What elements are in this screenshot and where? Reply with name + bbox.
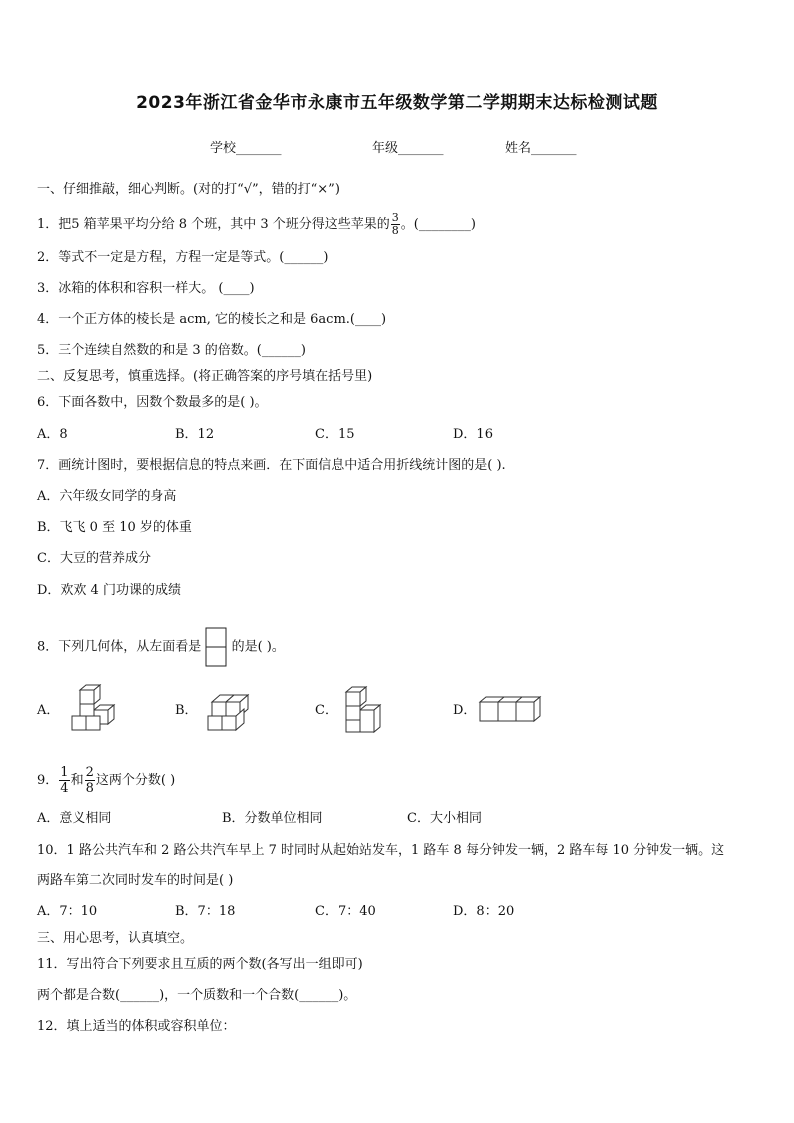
section-3-heading: 三、用心思考，认真填空。 [37, 931, 194, 946]
section-2-heading: 二、反复思考，慎重选择。(将正确答案的序号填在括号里) [37, 369, 373, 384]
q7-option-c: C．大豆的营养成分 [37, 551, 151, 566]
q8-option-c: C． [315, 703, 338, 718]
question-2: 2．等式不一定是方程，方程一定是等式。(______) [37, 250, 329, 265]
q8-figure-a [66, 684, 124, 738]
q6-option-c: C．15 [315, 427, 355, 442]
fraction-denominator: 4 [60, 781, 69, 796]
fraction-denominator: 8 [85, 781, 94, 796]
question-9 [37, 765, 175, 797]
fraction-1-4 [59, 765, 69, 796]
page-title: 2023年浙江省金华市永康市五年级数学第二学期期末达标检测试题 [136, 93, 658, 113]
fraction-numerator: 3 [391, 211, 399, 224]
question-12: 12．填上适当的体积或容积单位： [37, 1019, 236, 1034]
q6-option-a: A．8 [37, 427, 68, 442]
question-9-and: 和 [70, 773, 84, 788]
section-1-heading: 一、仔细推敲，细心判断。(对的打“√”，错的打“×”) [37, 182, 340, 197]
q8-figure-c [342, 684, 394, 738]
question-4: 4．一个正方体的棱长是 acm, 它的棱长之和是 6acm.(____) [37, 312, 387, 327]
q9-option-a: A．意义相同 [37, 811, 112, 826]
q8-option-a: A． [37, 703, 60, 718]
question-5: 5．三个连续自然数的和是 3 的倍数。(______) [37, 343, 306, 358]
question-7: 7．画统计图时，要根据信息的特点来画．在下面信息中适合用折线统计图的是( ). [37, 458, 506, 473]
q10-option-a: A．7：10 [37, 904, 98, 919]
q8-option-b: B． [175, 703, 198, 718]
q8-figure-b [204, 690, 256, 734]
q10-option-d: D．8：20 [453, 904, 515, 919]
grade-field: 年级_______ [372, 141, 444, 156]
question-1-text: 1．把5 箱苹果平均分给 8 个班，其中 3 个班分得这些苹果的 [37, 217, 390, 232]
q9-option-b: B．分数单位相同 [222, 811, 323, 826]
q8-option-d: D． [453, 703, 477, 718]
question-8-text: 8．下列几何体，从左面看是 [37, 639, 202, 655]
q8-figure-d [476, 694, 546, 726]
fraction-denominator: 8 [391, 224, 399, 237]
fraction-numerator: 2 [85, 765, 94, 780]
question-3: 3．冰箱的体积和容积一样大。 (____) [37, 281, 255, 296]
q9-option-c: C．大小相同 [407, 811, 482, 826]
question-8-tail: 的是( )。 [231, 639, 285, 655]
question-6: 6．下面各数中，因数个数最多的是( )。 [37, 395, 268, 410]
q7-option-a: A．六年级女同学的身高 [37, 489, 177, 504]
question-10-line-2: 两路车第二次同时发车的时间是( ) [37, 873, 234, 888]
left-view-figure [205, 627, 227, 667]
q10-option-c: C．7：40 [315, 904, 376, 919]
question-9-number: 9． [37, 773, 59, 788]
q7-option-d: D．欢欢 4 门功课的成绩 [37, 583, 181, 598]
question-1-blank: 。(________) [400, 217, 476, 232]
school-field: 学校_______ [210, 141, 282, 156]
fraction-numerator: 1 [60, 765, 69, 780]
fraction-2-8 [85, 765, 95, 796]
q6-option-b: B．12 [175, 427, 215, 442]
name-field: 姓名_______ [505, 141, 577, 156]
q10-option-b: B．7：18 [175, 904, 236, 919]
fraction-3-8 [391, 212, 400, 237]
question-9-tail: 这两个分数( ) [95, 773, 176, 788]
question-8 [37, 627, 285, 667]
question-10-line-1: 10．1 路公共汽车和 2 路公共汽车早上 7 时同时从起始站发车，1 路车 8 每分钟发一辆，2 路车每 10 分钟发一辆。这 [37, 843, 725, 858]
question-11: 11．写出符合下列要求且互质的两个数(各写出一组即可) [37, 957, 363, 972]
q6-option-d: D．16 [453, 427, 493, 442]
q7-option-b: B．飞飞 0 至 10 岁的体重 [37, 520, 192, 535]
question-11-line-2: 两个都是合数(______)，一个质数和一个合数(______)。 [37, 988, 357, 1003]
question-1 [37, 212, 476, 237]
